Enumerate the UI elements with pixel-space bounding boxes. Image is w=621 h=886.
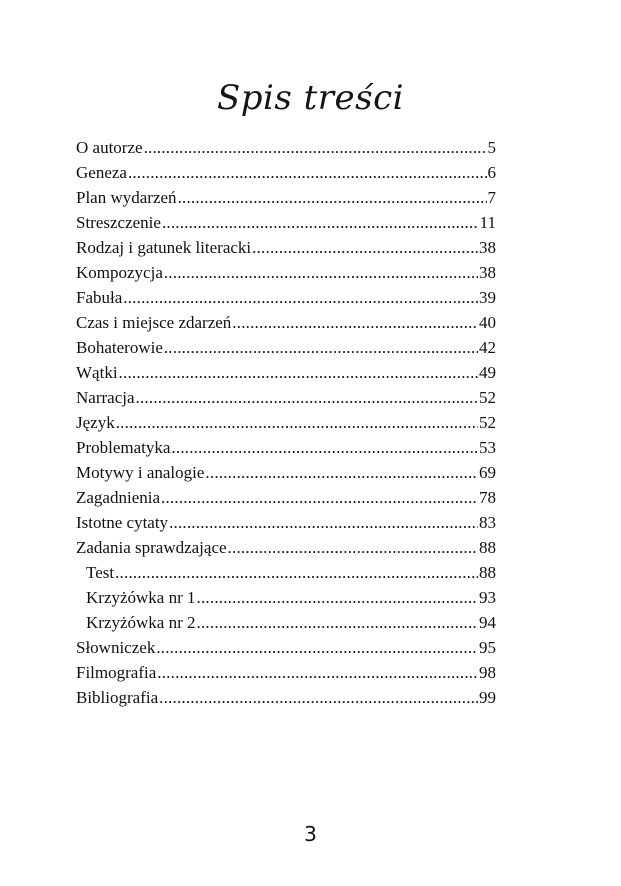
toc-entry-page: 99	[479, 688, 496, 707]
toc-dot-leader	[171, 435, 478, 460]
toc-entry-label: Geneza	[76, 163, 127, 182]
toc-entry[interactable]	[76, 510, 496, 535]
toc-dot-leader	[164, 260, 478, 285]
toc-entry[interactable]	[76, 535, 496, 560]
toc-entry-label: Plan wydarzeń	[76, 188, 177, 207]
toc-entry[interactable]	[76, 635, 496, 660]
toc-entry-page: 88	[479, 538, 496, 557]
toc-dot-leader	[144, 135, 487, 160]
toc-entry-page: 78	[479, 488, 496, 507]
toc-entry[interactable]	[76, 410, 496, 435]
page-title: Spis treści	[216, 78, 405, 118]
toc-entry[interactable]	[76, 260, 496, 285]
toc-entry-label: Filmografia	[76, 663, 157, 682]
toc-entry[interactable]	[76, 185, 496, 210]
toc-entry-page: 11	[479, 213, 496, 232]
toc-entry-page: 42	[479, 338, 496, 357]
toc-entry-page: 40	[479, 313, 496, 332]
toc-entry[interactable]	[76, 335, 496, 360]
toc-entry[interactable]	[76, 685, 496, 710]
toc-dot-leader	[205, 460, 478, 485]
toc-dot-leader	[162, 210, 479, 235]
toc-entry[interactable]	[76, 660, 496, 685]
toc-dot-leader	[116, 410, 478, 435]
toc-entry-label: Narracja	[76, 388, 135, 407]
toc-entry-page: 49	[479, 363, 496, 382]
toc-entry-label: Kompozycja	[76, 263, 163, 282]
toc-subentry[interactable]	[76, 560, 496, 585]
toc-subentry[interactable]	[76, 610, 496, 635]
toc-dot-leader	[115, 560, 478, 585]
toc-entry-page: 95	[479, 638, 496, 657]
toc-entry[interactable]	[76, 135, 496, 160]
toc-dot-leader	[252, 235, 478, 260]
toc-entry-label: Zagadnienia	[76, 488, 161, 507]
toc-entry[interactable]	[76, 485, 496, 510]
toc-entry-label: Fabuła	[76, 288, 123, 307]
toc-entry-label: Wątki	[76, 363, 118, 382]
toc-entry-label: Język	[76, 413, 115, 432]
toc-entry-page: 38	[479, 238, 496, 257]
toc-dot-leader	[197, 610, 478, 635]
toc-entry-label: Bohaterowie	[76, 338, 163, 357]
toc-entry-page: 52	[479, 413, 496, 432]
toc-entry-page: 6	[487, 163, 496, 182]
toc-dot-leader	[136, 385, 478, 410]
toc-entry-label: Krzyżówka nr 2	[86, 613, 196, 632]
toc-entry-page: 39	[479, 288, 496, 307]
toc-entry-page: 83	[479, 513, 496, 532]
toc-dot-leader	[128, 160, 487, 185]
toc-entry-page: 53	[479, 438, 496, 457]
toc-entry-label: Test	[86, 563, 115, 582]
toc-entry[interactable]	[76, 460, 496, 485]
toc-dot-leader	[157, 660, 478, 685]
toc-entry-page: 52	[479, 388, 496, 407]
toc-entry-label: Motywy i analogie	[76, 463, 205, 482]
table-of-contents	[76, 135, 496, 710]
toc-dot-leader	[178, 185, 487, 210]
toc-entry-label: O autorze	[76, 138, 143, 157]
toc-entry-page: 69	[479, 463, 496, 482]
toc-entry-label: Problematyka	[76, 438, 171, 457]
toc-entry[interactable]	[76, 210, 496, 235]
toc-entry[interactable]	[76, 160, 496, 185]
toc-dot-leader	[164, 335, 478, 360]
toc-entry-label: Słowniczek	[76, 638, 156, 657]
toc-entry-page: 93	[479, 588, 496, 607]
toc-entry-page: 88	[479, 563, 496, 582]
toc-entry-label: Streszczenie	[76, 213, 161, 232]
toc-entry[interactable]	[76, 285, 496, 310]
toc-dot-leader	[197, 585, 478, 610]
toc-dot-leader	[159, 685, 478, 710]
toc-dot-leader	[232, 310, 478, 335]
toc-entry[interactable]	[76, 435, 496, 460]
toc-dot-leader	[119, 360, 478, 385]
page-number: 3	[304, 822, 317, 846]
toc-dot-leader	[161, 485, 478, 510]
toc-subentry[interactable]	[76, 585, 496, 610]
toc-entry-page: 38	[479, 263, 496, 282]
toc-entry-label: Bibliografia	[76, 688, 159, 707]
toc-entry-page: 7	[487, 188, 496, 207]
toc-dot-leader	[228, 535, 478, 560]
toc-entry-page: 98	[479, 663, 496, 682]
toc-entry[interactable]	[76, 360, 496, 385]
toc-entry-page: 5	[487, 138, 496, 157]
toc-entry-label: Zadania sprawdzające	[76, 538, 227, 557]
toc-entry-label: Istotne cytaty	[76, 513, 169, 532]
toc-entry[interactable]	[76, 385, 496, 410]
toc-entry-label: Krzyżówka nr 1	[86, 588, 196, 607]
toc-entry-label: Czas i miejsce zdarzeń	[76, 313, 232, 332]
toc-entry-label: Rodzaj i gatunek literacki	[76, 238, 252, 257]
toc-entry[interactable]	[76, 235, 496, 260]
toc-entry-page: 94	[479, 613, 496, 632]
toc-dot-leader	[156, 635, 478, 660]
toc-entry[interactable]	[76, 310, 496, 335]
toc-dot-leader	[169, 510, 478, 535]
toc-dot-leader	[123, 285, 478, 310]
